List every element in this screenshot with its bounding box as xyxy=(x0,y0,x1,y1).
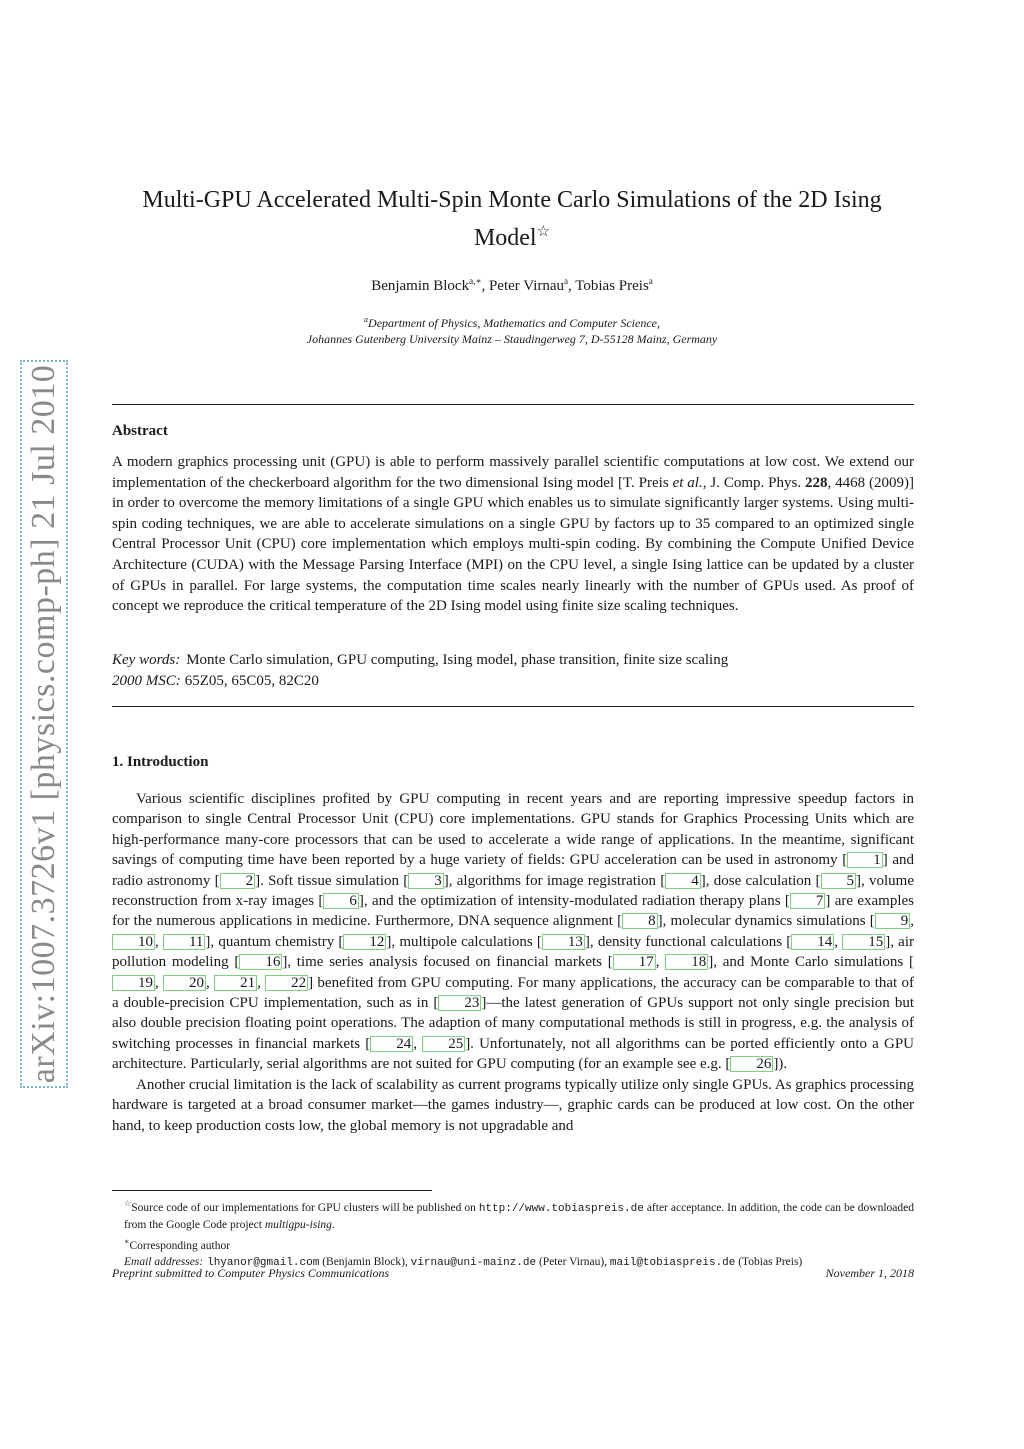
footnote-text: Source code of our implementations for GPU clusters will be published on xyxy=(131,1201,479,1214)
project-name: multigpu-ising xyxy=(264,1219,332,1232)
text-segment: ], molecular dynamics simulations [ xyxy=(657,913,875,930)
introduction-body xyxy=(112,789,914,1136)
abstract-heading: Abstract xyxy=(112,423,168,439)
citation-link[interactable]: 4 xyxy=(665,873,701,889)
citation-link[interactable]: 20 xyxy=(163,975,206,991)
title-line-2 xyxy=(112,216,912,254)
footnotes xyxy=(112,1196,914,1272)
footnote-corresponding-author xyxy=(112,1234,914,1254)
citation-link[interactable]: 5 xyxy=(821,873,857,889)
email-owner: (Tobias Preis) xyxy=(735,1256,803,1269)
footnote-rule xyxy=(112,1190,432,1191)
intro-paragraph-1: Various scientific disciplines profited by GPU computing in recent years and are reporting impressive speedup factors in comparison to single Central Processor Unit (CPU) core implementations. GPU stands for Graphics Processing Units which are high-performance many-core processors that can be used to accelerate a wide range of applications. In the meantime, significant savings of computing time have been reported by a huge variety of fields: GPU acceleration can be used in astronomy [ 1 ] and radio astronomy [ 2 ]. Soft tissue simulation [ 3 ], algorithms for image registration [ 4 ], dose calculation [ 5 ], volume reconstruction from x-ray images [ 6 ], and the optimization of intensity-modulated radiation therapy plans [ 7 ] are examples for the numerous applications in medicine. Furthermore, DNA sequence alignment [ 8 ], molecular dynamics simulations [ 9 , 10 , 11 ], quantum chemistry [ 12 ], multipole calculations [ 13 ], density functional calculations [ 14 , 15 ], air pollution modeling [ 16 ], time series analysis focused on financial markets [ 17 , 18 ], and Monte Carlo simulations [19 , 20 , 21 , 22 ] benefited from GPU computing. For many applications, the accuracy can be comparable to that of a double-precision CPU implementation, such as in [ 23 ]—the latest generation of GPUs support not only single precision but also double precision floating point operations. The adaption of many computational methods is still in progress, e.g. the analysis of switching processes in financial markets [ 24 , 25 ]. Unfortunately, not all algorithms can be ported efficiently onto a GPU architecture. Particularly, serial algorithms are not suited for GPU computing (for an example see e.g. [ 26 ]). xyxy=(112,791,915,1073)
footnote-text: after acceptance. In addition, the code can be downloaded from the Google Code project xyxy=(124,1201,914,1232)
title-line-1: Multi-GPU Accelerated Multi-Spin Monte Carlo Simulations of the 2D Ising xyxy=(142,187,882,213)
text-segment: ], multipole calculations [ xyxy=(386,933,542,950)
submission-note: Preprint submitted to Computer Physics Communications xyxy=(112,1266,390,1280)
footnote-url-link[interactable]: http://www.tobiaspreis.de xyxy=(478,1202,644,1215)
affiliation-line-2: Johannes Gutenberg University Mainz – Staudingerweg 7, D-55128 Mainz, Germany xyxy=(306,332,718,346)
text-segment: ]—the latest generation of GPUs support not only single precision but also double precision floating point operations. The adaption of many computational methods is still in progress, e.g. the analysis of switching processes in financial markets [ xyxy=(112,995,914,1052)
citation-link[interactable]: 1 xyxy=(847,852,883,868)
arxiv-identifier: arXiv:1007.3726v1 [physics.comp-ph] 21 Jul 2010 xyxy=(25,364,62,1084)
author-separator: , xyxy=(568,278,576,294)
author-affiliation-mark[interactable]: a,∗ xyxy=(469,276,482,286)
abstract-segment: , J. Comp. Phys. xyxy=(702,474,805,491)
msc-line xyxy=(112,671,914,692)
abstract-segment: et al. xyxy=(672,474,703,491)
citation-link[interactable]: 12 xyxy=(343,934,386,950)
citation-link[interactable]: 23 xyxy=(438,995,481,1011)
citation-link[interactable]: 22 xyxy=(265,975,308,991)
text-segment: ]). xyxy=(773,1056,788,1073)
citation-link[interactable]: 10 xyxy=(112,934,155,950)
section-heading-introduction: 1. Introduction xyxy=(112,754,209,770)
citation-link[interactable]: 21 xyxy=(214,975,257,991)
text-segment: Various scientific disciplines profited by GPU computing in recent years and are reporting impressive speedup factors in comparison to single Central Processor Unit (CPU) core implementations. GPU stands for Graphics Processing Units which are high-performance many-core processors that can be used to accelerate a wide range of applications. In the meantime, significant savings of computing time have been reported by a huge variety of fields: GPU acceleration can be used in astronomy [ xyxy=(112,791,914,869)
citation-link[interactable]: 3 xyxy=(408,873,444,889)
email-link[interactable]: mail@tobiaspreis.de xyxy=(609,1257,736,1270)
author-list xyxy=(112,276,912,295)
footnote-text: Corresponding author xyxy=(129,1239,231,1252)
text-segment: ]. Unfortunately, not all algorithms can be ported efficiently onto a GPU architecture. Particularly, serial algorithms are not suited for GPU computing (for an example see e.g. [ xyxy=(112,1035,914,1073)
text-segment: ] are examples for the numerous applications in medicine. Furthermore, DNA sequence alignment [ xyxy=(112,893,914,930)
citation-link[interactable]: 8 xyxy=(622,913,658,929)
footnote-text: . xyxy=(331,1219,335,1232)
abstract-bottom-rule xyxy=(112,706,914,707)
email-label: Email addresses: xyxy=(124,1256,204,1269)
abstract-segment: 228 xyxy=(804,474,828,491)
citation-link[interactable]: 7 xyxy=(790,893,826,909)
citation-link[interactable]: 13 xyxy=(542,934,585,950)
text-segment: ], dose calculation [ xyxy=(700,872,821,889)
text-segment: ], and the optimization of intensity-modulated radiation therapy plans [ xyxy=(358,893,790,910)
author-name: Peter Virnau xyxy=(488,278,565,294)
text-segment: ], time series analysis focused on financial markets [ xyxy=(282,954,613,971)
footnote-mark: ☆ xyxy=(124,1199,132,1208)
citation-link[interactable]: 6 xyxy=(323,893,359,909)
affiliation xyxy=(112,312,912,347)
citation-link[interactable]: 19 xyxy=(112,975,155,991)
citation-link[interactable]: 11 xyxy=(163,934,205,950)
citation-link[interactable]: 17 xyxy=(613,954,656,970)
footer-date: November 1, 2018 xyxy=(825,1266,914,1280)
title-footnote-mark[interactable]: ☆ xyxy=(536,224,551,240)
keywords-label: Key words: xyxy=(112,652,181,668)
email-link[interactable]: lhyanor@gmail.com xyxy=(207,1257,320,1270)
author-affiliation-mark[interactable]: a xyxy=(648,276,653,286)
text-segment: ], and Monte Carlo simulations [ xyxy=(708,954,915,971)
affiliation-text: Department of Physics, Mathematics and Computer Science, xyxy=(368,316,660,330)
page-footer xyxy=(112,1266,914,1281)
msc-label: 2000 MSC: xyxy=(112,673,181,689)
citation-link[interactable]: 9 xyxy=(875,913,911,929)
msc-codes: 65Z05, 65C05, 82C20 xyxy=(184,673,319,689)
abstract-top-rule xyxy=(112,404,914,405)
abstract-text xyxy=(112,452,914,617)
text-segment: ], volume reconstruction from x-ray images [ xyxy=(112,872,914,910)
author-affiliation-mark[interactable]: a xyxy=(564,276,569,286)
citation-link[interactable]: 15 xyxy=(842,934,885,950)
text-segment: ]. Soft tissue simulation [ xyxy=(255,872,409,889)
citation-link[interactable]: 24 xyxy=(370,1036,413,1052)
text-segment: ] benefited from GPU computing. For many applications, the accuracy can be comparable to that of a double-precision CPU implementation, such as in [ xyxy=(112,974,915,1012)
email-owner: (Peter Virnau), xyxy=(536,1256,610,1269)
author-name: Tobias Preis xyxy=(575,278,649,294)
title-word: Model xyxy=(473,225,537,251)
affiliation-mark: a xyxy=(364,315,369,324)
footnote-mark: ∗ xyxy=(124,1236,130,1246)
keywords-line xyxy=(112,650,914,671)
citation-link[interactable]: 16 xyxy=(239,954,282,970)
author-separator: , xyxy=(481,278,489,294)
citation-link[interactable]: 26 xyxy=(730,1056,773,1072)
intro-paragraph-2: Another crucial limitation is the lack of scalability as current programs typically utilize only single GPUs. As graphics processing hardware is targeted at a broad consumer market—the games industry—, graphic cards can be produced at low cost. On the other hand, to keep production costs low, the global memory is not upgradable and xyxy=(112,1076,914,1134)
affiliation-line-1 xyxy=(112,312,912,331)
text-segment: ] and radio astronomy [ xyxy=(112,852,915,889)
text-segment: ], algorithms for image registration [ xyxy=(443,872,666,889)
abstract-segment: A modern graphics processing unit (GPU) is able to perform massively parallel scientific computations at low cost. We extend our implementation of the checkerboard algorithm for the two dimensional Ising model [T. Preis xyxy=(112,454,914,491)
arxiv-stamp[interactable] xyxy=(20,360,68,1088)
citation-link[interactable]: 2 xyxy=(220,873,256,889)
email-link[interactable]: virnau@uni-mainz.de xyxy=(410,1257,537,1270)
keywords-block xyxy=(112,650,914,692)
abstract-segment: , 4468 (2009)] in order to overcome the memory limitations of a single GPU which enables us to simulate significantly larger systems. Using multi-spin coding techniques, we are able to accelerate simulations on a single GPU by factors up to 35 compared to an optimized single Central Processor Unit (CPU) core implementation which employs multi-spin coding. By combining the Compute Unified Device Architecture (CUDA) with the Message Parsing Interface (MPI) on the CPU level, a single Ising lattice can be updated by a cluster of GPUs in parallel. For large systems, the computation time scales nearly linearly with the number of GPUs used. As proof of concept we reproduce the critical temperature of the 2D Ising model using finite size scaling techniques. xyxy=(112,474,914,615)
citation-link[interactable]: 14 xyxy=(791,934,834,950)
citation-link[interactable]: 18 xyxy=(665,954,708,970)
text-segment: ], quantum chemistry [ xyxy=(205,933,344,950)
keywords-text: Monte Carlo simulation, GPU computing, Ising model, phase transition, finite size scaling xyxy=(186,652,729,668)
email-owner: (Benjamin Block), xyxy=(319,1256,411,1269)
paper-title xyxy=(112,184,912,254)
footnote-source-code xyxy=(112,1196,914,1234)
text-segment: ], air pollution modeling [ xyxy=(112,933,915,971)
author-name: Benjamin Block xyxy=(371,278,470,294)
citation-link[interactable]: 25 xyxy=(422,1036,465,1052)
text-segment: ], density functional calculations [ xyxy=(584,933,792,950)
